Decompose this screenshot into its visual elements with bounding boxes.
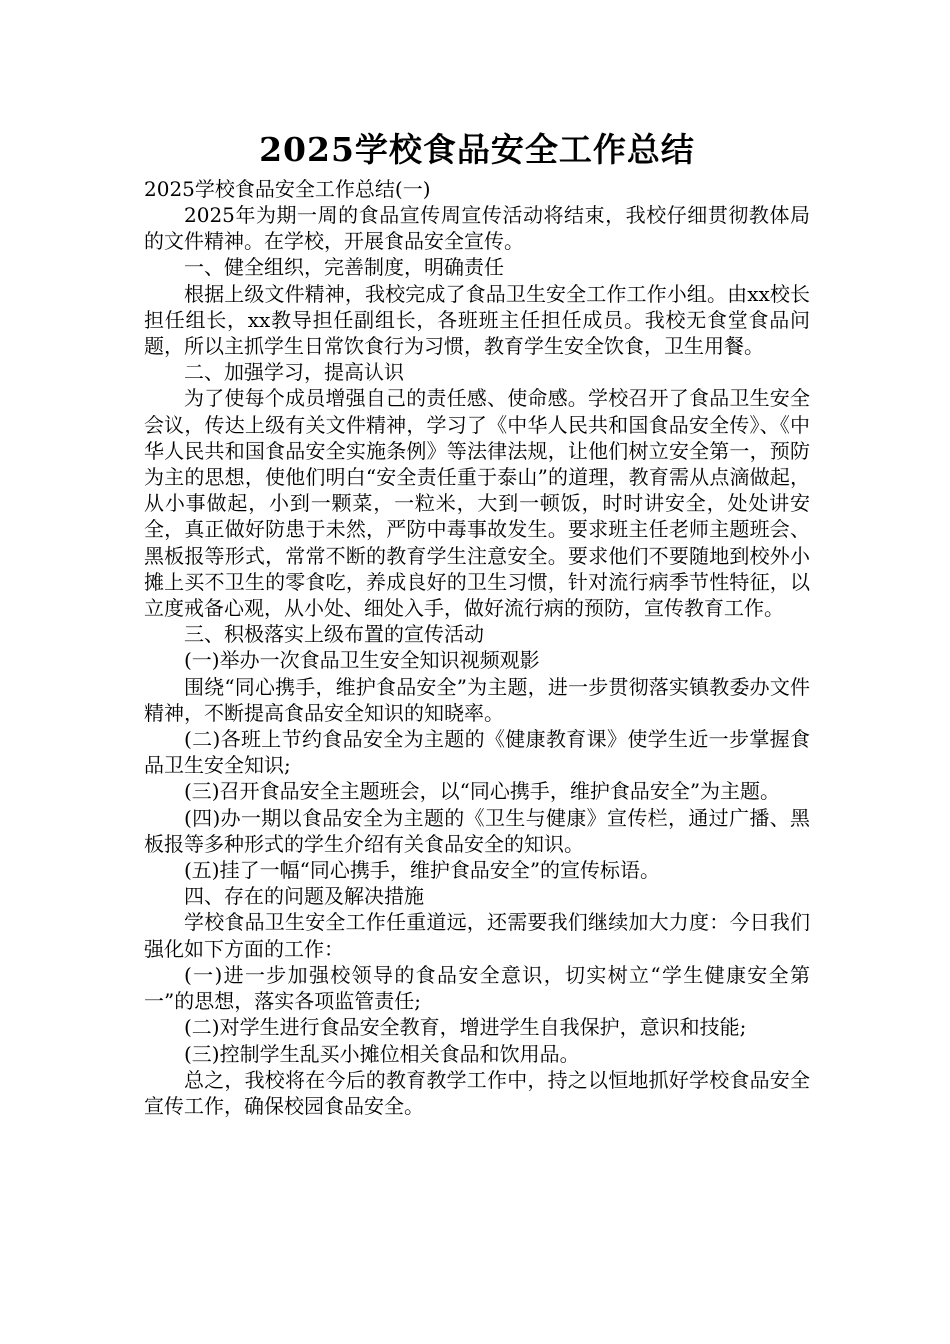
section-heading-3: 三、积极落实上级布置的宣传活动: [184, 622, 484, 647]
document-title: 2025学校食品安全工作总结: [259, 130, 695, 169]
list-item-activity-4: (四)办一期以食品安全为主题的《卫生与健康》宣传栏，通过广播、黑板报等多种形式的学生介绍有关食品安全的知识。: [144, 805, 810, 856]
paragraph-problems: 学校食品卫生安全工作任重道远，还需要我们继续加大力度：今日我们强化如下方面的工作：: [144, 910, 810, 961]
list-item-activity-5: (五)挂了一幅“同心携手，维护食品安全”的宣传标语。: [184, 858, 661, 883]
document-page: [144, 128, 810, 1119]
list-item-measure-3: (三)控制学生乱买小摊位相关食品和饮用品。: [184, 1041, 580, 1066]
section-heading-2: 二、加强学习，提高认识: [184, 360, 404, 385]
paragraph-organization: 根据上级文件精神，我校完成了食品卫生安全工作工作小组。由xx校长担任组长，xx教导担任副组长，各班班主任担任成员。我校无食堂食品问题，所以主抓学生日常饮食行为习惯，教育学生安全饮食，卫生用餐。: [144, 281, 810, 359]
document-subtitle: 2025学校食品安全工作总结(一): [144, 177, 431, 201]
list-item-activity-2: (二)各班上节约食品安全为主题的《健康教育课》使学生近一步掌握食品卫生安全知识;: [144, 727, 810, 778]
paragraph-conclusion: 总之，我校将在今后的教育教学工作中，持之以恒地抓好学校食品安全宣传工作，确保校园食品安全。: [144, 1067, 810, 1118]
paragraph-activity-1-detail: 围绕“同心携手，维护食品安全”为主题，进一步贯彻落实镇教委办文件精神，不断提高食品安全知识的知晓率。: [144, 674, 810, 725]
list-item-measure-2: (二)对学生进行食品安全教育，增进学生自我保护，意识和技能;: [184, 1015, 747, 1040]
section-heading-1: 一、健全组织，完善制度，明确责任: [184, 255, 504, 280]
paragraph-study: 为了使每个成员增强自己的责任感、使命感。学校召开了食品卫生安全会议，传达上级有关文件精神，学习了《中华人民共和国食品安全传》、《中华人民共和国食品安全实施条例》等法律法规，让他们树立安全第一，预防为主的思想，使他们明白“安全责任重于泰山”的道理，教育需从点滴做起，从小事做起，小到一颗菜，一粒米，大到一顿饭，时时讲安全，处处讲安全，真正做好防患于未然，严防中毒事故发生。要求班主任老师主题班会、黑板报等形式，常常不断的教育学生注意安全。要求他们不要随地到校外小摊上买不卫生的零食吃，养成良好的卫生习惯，针对流行病季节性特征，以立度戒备心观，从小处、细处入手，做好流行病的预防，宣传教育工作。: [144, 386, 810, 621]
list-item-activity-3: (三)召开食品安全主题班会，以“同心携手，维护食品安全”为主题。: [184, 779, 781, 804]
section-heading-4: 四、存在的问题及解决措施: [184, 884, 424, 909]
list-item-activity-1: (一)举办一次食品卫生安全知识视频观影: [184, 648, 540, 673]
paragraph-intro: 2025年为期一周的食品宣传周宣传活动将结束，我校仔细贯彻教体局的文件精神。在学校，开展食品安全宣传。: [144, 203, 810, 254]
list-item-measure-1: (一)进一步加强校领导的食品安全意识，切实树立“学生健康安全第一”的思想，落实各项监管责任;: [144, 962, 810, 1014]
